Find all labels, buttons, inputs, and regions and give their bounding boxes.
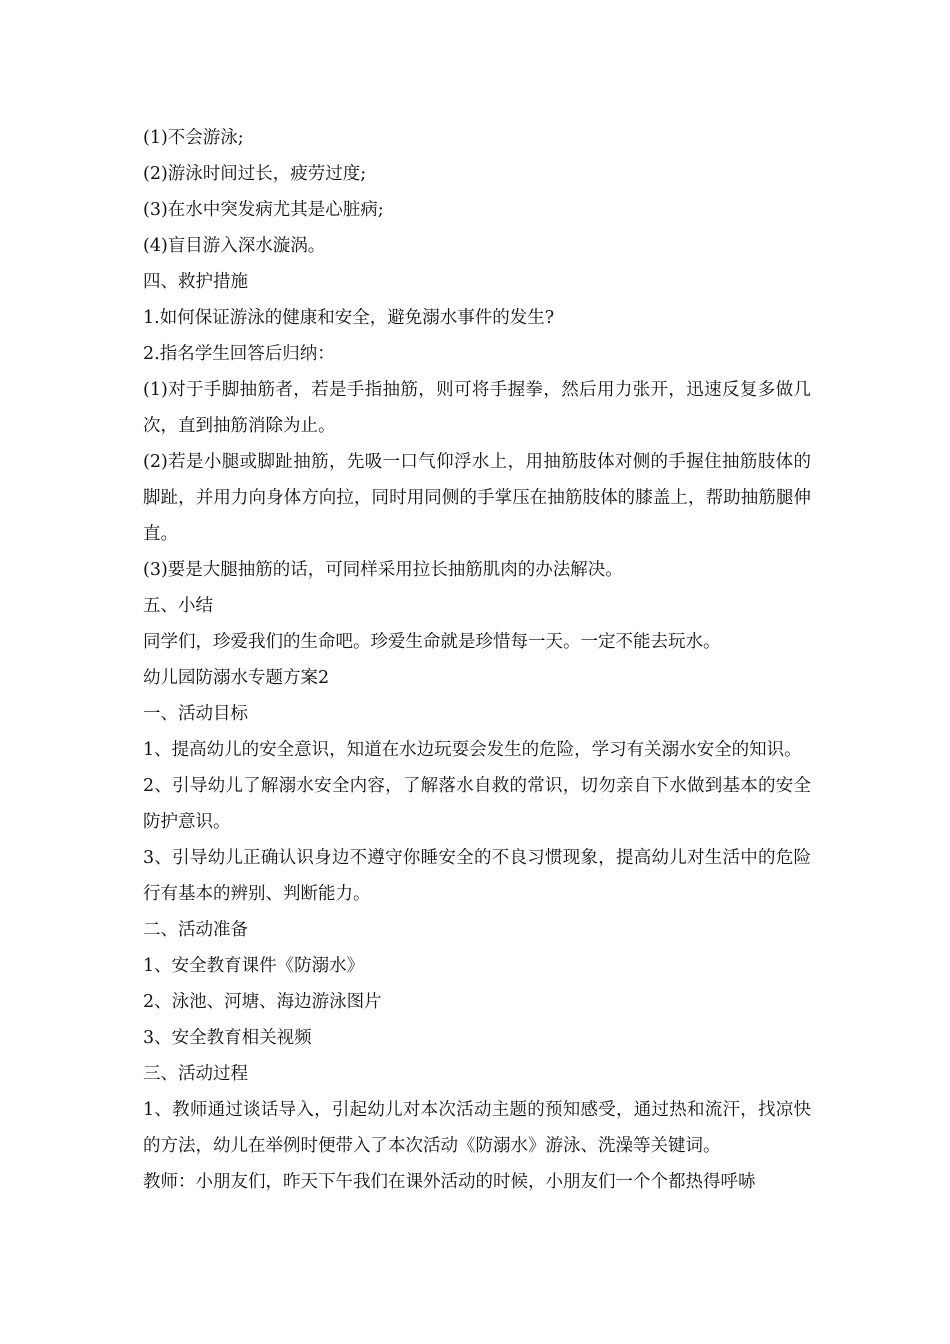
document-body bbox=[143, 120, 811, 1200]
section-heading-rescue: 四、救护措施 bbox=[143, 272, 248, 292]
list-item-cause-1: (1)不会游泳; bbox=[143, 128, 244, 148]
list-item-prep-3: 3、安全教育相关视频 bbox=[143, 1028, 312, 1048]
list-item-cause-4: (4)盲目游入深水漩涡。 bbox=[143, 236, 326, 256]
paragraph-teacher-speech: 教师：小朋友们，昨天下午我们在课外活动的时候，小朋友们一个个都热得呼哧 bbox=[143, 1172, 756, 1192]
section-heading-process: 三、活动过程 bbox=[143, 1064, 248, 1084]
list-item-cause-2: (2)游泳时间过长，疲劳过度; bbox=[143, 164, 367, 184]
list-item-prep-1: 1、安全教育课件《防溺水》 bbox=[143, 956, 365, 976]
paragraph-goal-3: 3、引导幼儿正确认识身边不遵守你睡安全的不良习惯现象，提高幼儿对生活中的危险行有基本的辨别、判断能力。 bbox=[143, 848, 811, 904]
paragraph-leg-cramp: (2)若是小腿或脚趾抽筋，先吸一口气仰浮水上，用抽筋肢体对侧的手握住抽筋肢体的脚趾，并用力向身体方向拉，同时用同侧的手掌压在抽筋肢体的膝盖上，帮助抽筋腿伸直。 bbox=[143, 452, 811, 544]
paragraph-hand-cramp: (1)对于手脚抽筋者，若是手指抽筋，则可将手握拳，然后用力张开，迅速反复多做几次，直到抽筋消除为止。 bbox=[143, 380, 811, 436]
list-item-cause-3: (3)在水中突发病尤其是心脏病; bbox=[143, 200, 384, 220]
paragraph-goal-2: 2、引导幼儿了解溺水安全内容，了解落水自救的常识，切勿亲自下水做到基本的安全防护意识。 bbox=[143, 776, 811, 832]
section-heading-conclusion: 五、小结 bbox=[143, 596, 213, 616]
section-heading-preparation: 二、活动准备 bbox=[143, 920, 248, 940]
paragraph-question: 1.如何保证游泳的健康和安全，避免溺水事件的发生? bbox=[143, 308, 555, 328]
paragraph-summary-intro: 2.指名学生回答后归纳： bbox=[143, 344, 335, 364]
paragraph-thigh-cramp: (3)要是大腿抽筋的话，可同样采用拉长抽筋肌肉的办法解决。 bbox=[143, 560, 623, 580]
section-heading-goals: 一、活动目标 bbox=[143, 704, 248, 724]
paragraph-process-1: 1、教师通过谈话导入，引起幼儿对本次活动主题的预知感受，通过热和流汗，找凉快的方法，幼儿在举例时便带入了本次活动《防溺水》游泳、洗澡等关键词。 bbox=[143, 1100, 811, 1156]
paragraph-conclusion: 同学们，珍爱我们的生命吧。珍爱生命就是珍惜每一天。一定不能去玩水。 bbox=[143, 632, 721, 652]
list-item-prep-2: 2、泳池、河塘、海边游泳图片 bbox=[143, 992, 382, 1012]
document-subtitle: 幼儿园防溺水专题方案2 bbox=[143, 668, 330, 688]
paragraph-goal-1: 1、提高幼儿的安全意识，知道在水边玩耍会发生的危险，学习有关溺水安全的知识。 bbox=[143, 740, 802, 760]
